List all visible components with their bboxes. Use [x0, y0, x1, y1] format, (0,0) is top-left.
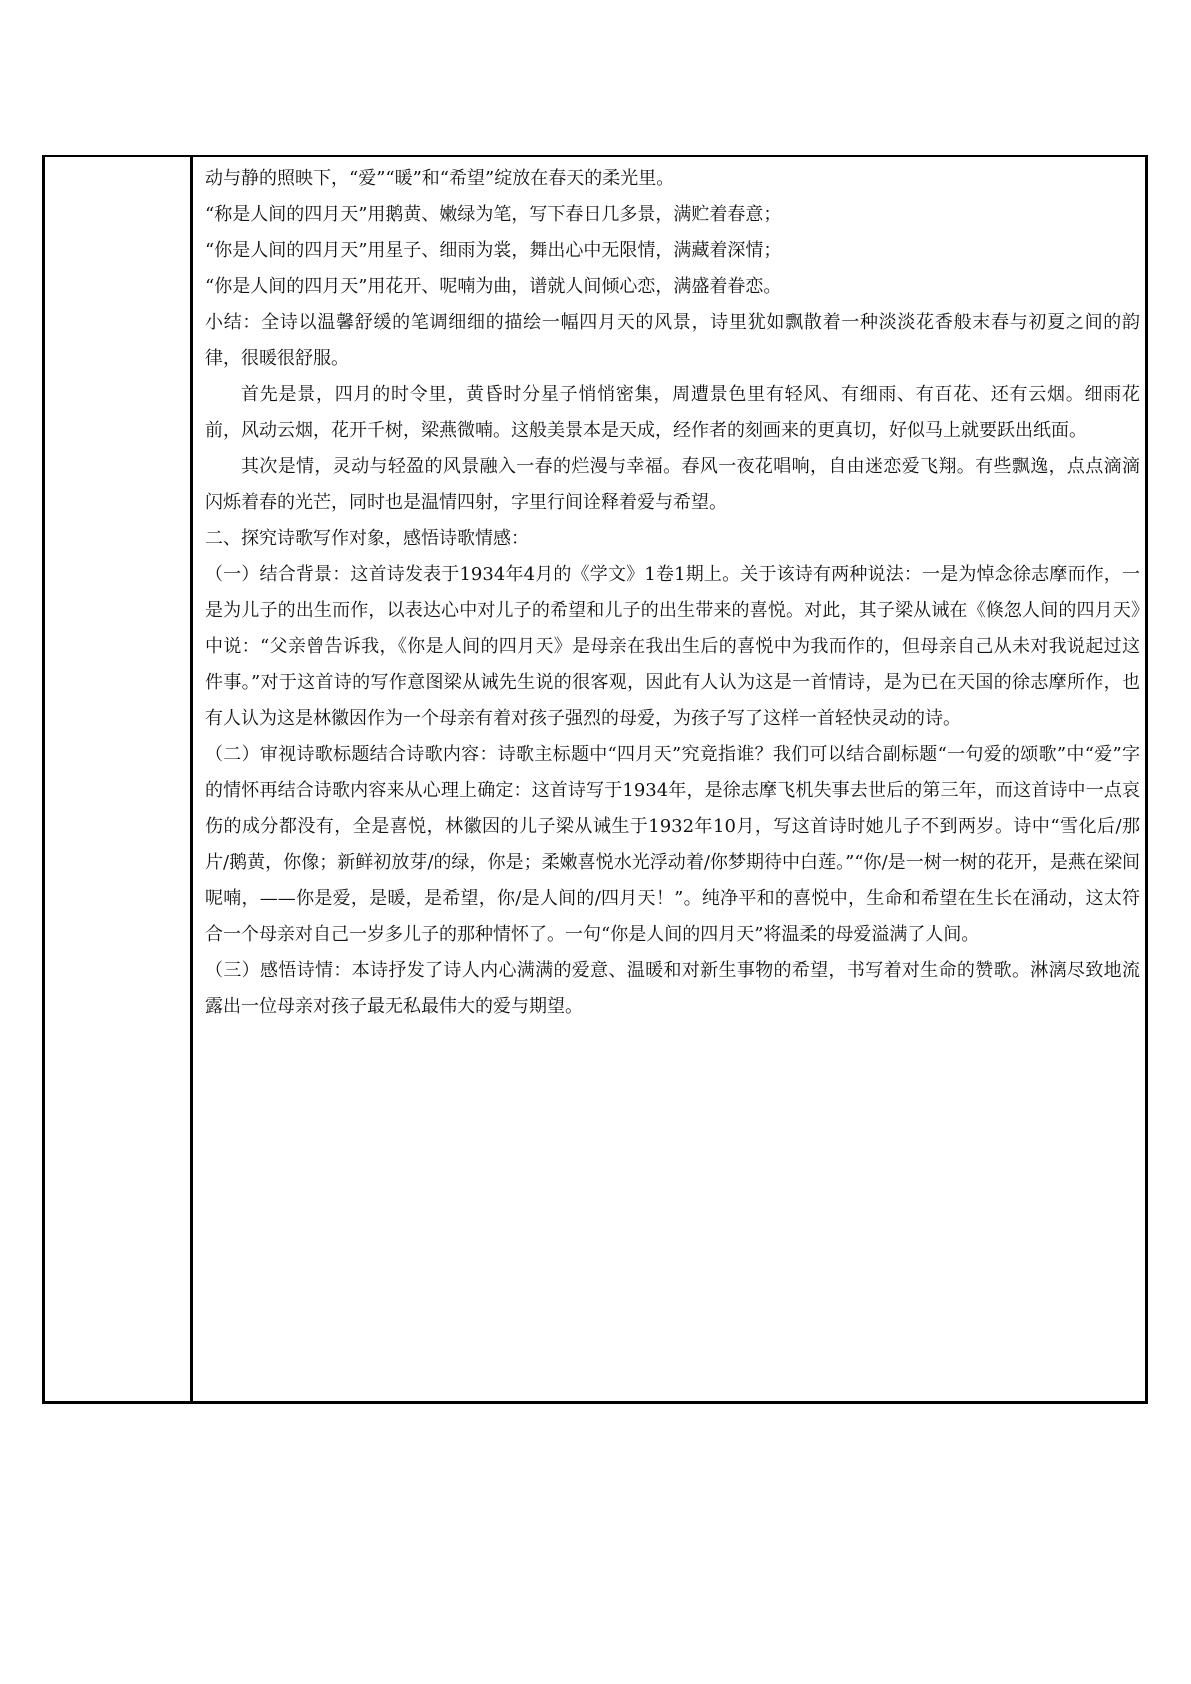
paragraph-title-analysis: （二）审视诗歌标题结合诗歌内容：诗歌主标题中“四月天”究竟指谁？我们可以结合副标题“一句爱的颂歌”中“爱”字的情怀再结合诗歌内容来从心理上确定：这首诗写于1934年，是徐志摩飞机失事去世后的第三年，而这首诗中一点哀伤的成分都没有，全是喜悦，林徽因的儿子梁从诫生于1932年10月，写这首诗时她儿子不到两岁。诗中“雪化后/那片/鹅黄，你像；新鲜初放芽/的绿，你是；柔嫩喜悦水光浮动着/你梦期待中白莲。”“你/是一树一树的花开，是燕在梁间呢喃，——你是爱，是暖，是希望，你/是人间的/四月天！”。纯净平和的喜悦中，生命和希望在生长在涌动，这太符合一个母亲对自己一岁多儿子的那种情怀了。一句“你是人间的四月天”将温柔的母爱溢满了人间。 — [205, 744, 1140, 945]
paragraph-emotion: 其次是情，灵动与轻盈的风景融入一春的烂漫与幸福。春风一夜花唱响，自由迷恋爱飞翔。有些飘逸，点点滴滴闪烁着春的光芒，同时也是温情四射，字里行间诠释着爱与希望。 — [205, 456, 1140, 513]
table-left-column — [45, 157, 193, 1401]
paragraph: “称是人间的四月天”用鹅黄、嫩绿为笔，写下春日几多景，满贮着春意； — [205, 204, 782, 225]
lesson-table — [42, 155, 1148, 1404]
paragraph: 动与静的照映下，“爱”“暖”和“希望”绽放在春天的柔光里。 — [205, 168, 675, 189]
paragraph: “你是人间的四月天”用花开、呢喃为曲，谱就人间倾心恋，满盛着眷恋。 — [205, 276, 782, 297]
paragraph-scenery: 首先是景，四月的时令里，黄昏时分星子悄悄密集，周遭景色里有轻风、有细雨、有百花、还有云烟。细雨花前，风动云烟，花开千树，梁燕微喃。这般美景本是天成，经作者的刻画来的更真切，好似马上就要跃出纸面。 — [205, 384, 1140, 441]
paragraph-background: （一）结合背景：这首诗发表于1934年4月的《学文》1卷1期上。关于该诗有两种说法：一是为悼念徐志摩而作，一是为儿子的出生而作，以表达心中对儿子的希望和儿子的出生带来的喜悦。对此，其子梁从诫在《倏忽人间的四月天》中说：“父亲曾告诉我，《你是人间的四月天》是母亲在我出生后的喜悦中为我而作的，但母亲自己从未对我说起过这件事。”对于这首诗的写作意图梁从诫先生说的很客观，因此有人认为这是一首情诗，是为已在天国的徐志摩所作，也有人认为这是林徽因作为一个母亲有着对孩子强烈的母爱，为孩子写了这样一首轻快灵动的诗。 — [205, 564, 1140, 729]
paragraph: “你是人间的四月天”用星子、细雨为裳，舞出心中无限情，满藏着深情； — [205, 240, 782, 261]
paragraph-feeling: （三）感悟诗情：本诗抒发了诗人内心满满的爱意、温暖和对新生事物的希望，书写着对生命的赞歌。淋漓尽致地流露出一位母亲对孩子最无私最伟大的爱与期望。 — [205, 960, 1140, 1017]
summary-paragraph: 小结：全诗以温馨舒缓的笔调细细的描绘一幅四月天的风景，诗里犹如飘散着一种淡淡花香般末春与初夏之间的韵律，很暖很舒服。 — [205, 312, 1140, 369]
table-content-cell — [205, 161, 1140, 1025]
section-heading: 二、探究诗歌写作对象，感悟诗歌情感： — [205, 528, 529, 549]
